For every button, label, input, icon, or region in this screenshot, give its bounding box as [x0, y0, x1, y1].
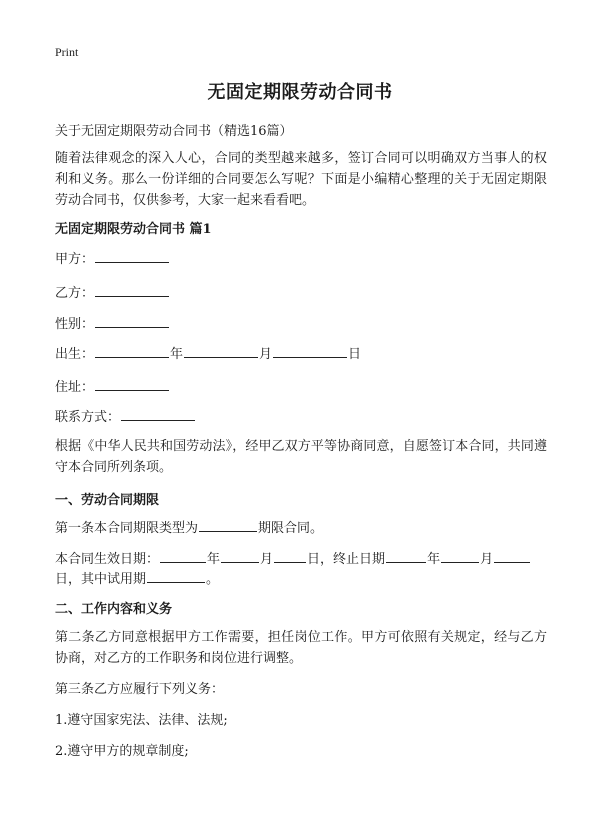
article-3: 第三条乙方应履行下列义务：	[55, 682, 225, 697]
end-date-label: 日，终止日期	[307, 552, 386, 567]
probation-end: 。	[206, 572, 220, 587]
birth-month-label: 月	[259, 347, 273, 362]
section-title: 无固定期限劳动合同书 篇1	[55, 222, 212, 237]
effective-start-label: 本合同生效日期：	[55, 552, 160, 567]
gender-label: 性别：	[55, 317, 95, 332]
contact-label: 联系方式：	[55, 410, 121, 425]
end-year-blank	[386, 548, 426, 563]
gender-blank	[95, 313, 169, 328]
effective-date-line	[55, 548, 531, 567]
party-b-field	[55, 282, 170, 301]
intro-paragraph: 随着法律观念的深入人心，合同的类型越来越多，签订合同可以明确双方当事人的权利和义务。那么一份详细的合同要怎么写呢？下面是小编精心整理的关于无固定期限劳动合同书，仅供参考，大家一起来看看吧。	[55, 151, 547, 208]
birth-day-blank	[273, 343, 347, 358]
contact-blank	[121, 406, 195, 421]
birth-field	[55, 343, 361, 362]
article-1	[55, 517, 323, 536]
duty-1: 1.遵守国家宪法、法律、法规;	[55, 713, 228, 728]
party-b-blank	[95, 282, 169, 297]
party-a-label: 甲方：	[55, 252, 95, 267]
birth-year-label: 年	[170, 347, 184, 362]
start-month-blank	[221, 548, 259, 563]
birth-day-label: 日	[348, 347, 362, 362]
end-day-blank	[494, 548, 530, 563]
start-day-blank	[274, 548, 306, 563]
birth-year-blank	[95, 343, 169, 358]
article-2: 第二条乙方同意根据甲方工作需要，担任岗位工作。甲方可依照有关规定，经与乙方协商，对乙方的工作职务和岗位进行调整。	[55, 630, 547, 666]
probation-blank	[147, 568, 205, 583]
print-link[interactable]: Print	[55, 45, 79, 59]
address-label: 住址：	[55, 380, 95, 395]
article-1-prefix: 第一条本合同期限类型为	[55, 521, 199, 536]
contact-field	[55, 406, 196, 425]
work-heading: 二、工作内容和义务	[55, 602, 173, 617]
term-heading: 一、劳动合同期限	[55, 493, 160, 508]
address-blank	[95, 376, 169, 391]
contract-type-blank	[199, 517, 257, 532]
document-title: 无固定期限劳动合同书	[207, 82, 393, 103]
birth-label: 出生：	[55, 347, 95, 362]
start-year-label: 年	[207, 552, 221, 567]
gender-field	[55, 313, 170, 332]
article-1-suffix: 期限合同。	[258, 521, 324, 536]
party-a-blank	[95, 248, 169, 263]
party-b-label: 乙方：	[55, 286, 95, 301]
end-month-blank	[441, 548, 479, 563]
end-month-label: 月	[480, 552, 494, 567]
probation-line	[55, 568, 219, 587]
party-a-field	[55, 248, 170, 267]
address-field	[55, 376, 170, 395]
end-year-label: 年	[427, 552, 441, 567]
start-month-label: 月	[260, 552, 274, 567]
start-year-blank	[160, 548, 206, 563]
basis-paragraph: 根据《中华人民共和国劳动法》，经甲乙双方平等协商同意，自愿签订本合同，共同遵守本合同所列条项。	[55, 439, 547, 475]
probation-label: 日，其中试用期	[55, 572, 147, 587]
birth-month-blank	[184, 343, 258, 358]
duty-2: 2.遵守甲方的规章制度;	[55, 744, 189, 759]
subtitle: 关于无固定期限劳动合同书（精选16篇）	[55, 124, 293, 139]
